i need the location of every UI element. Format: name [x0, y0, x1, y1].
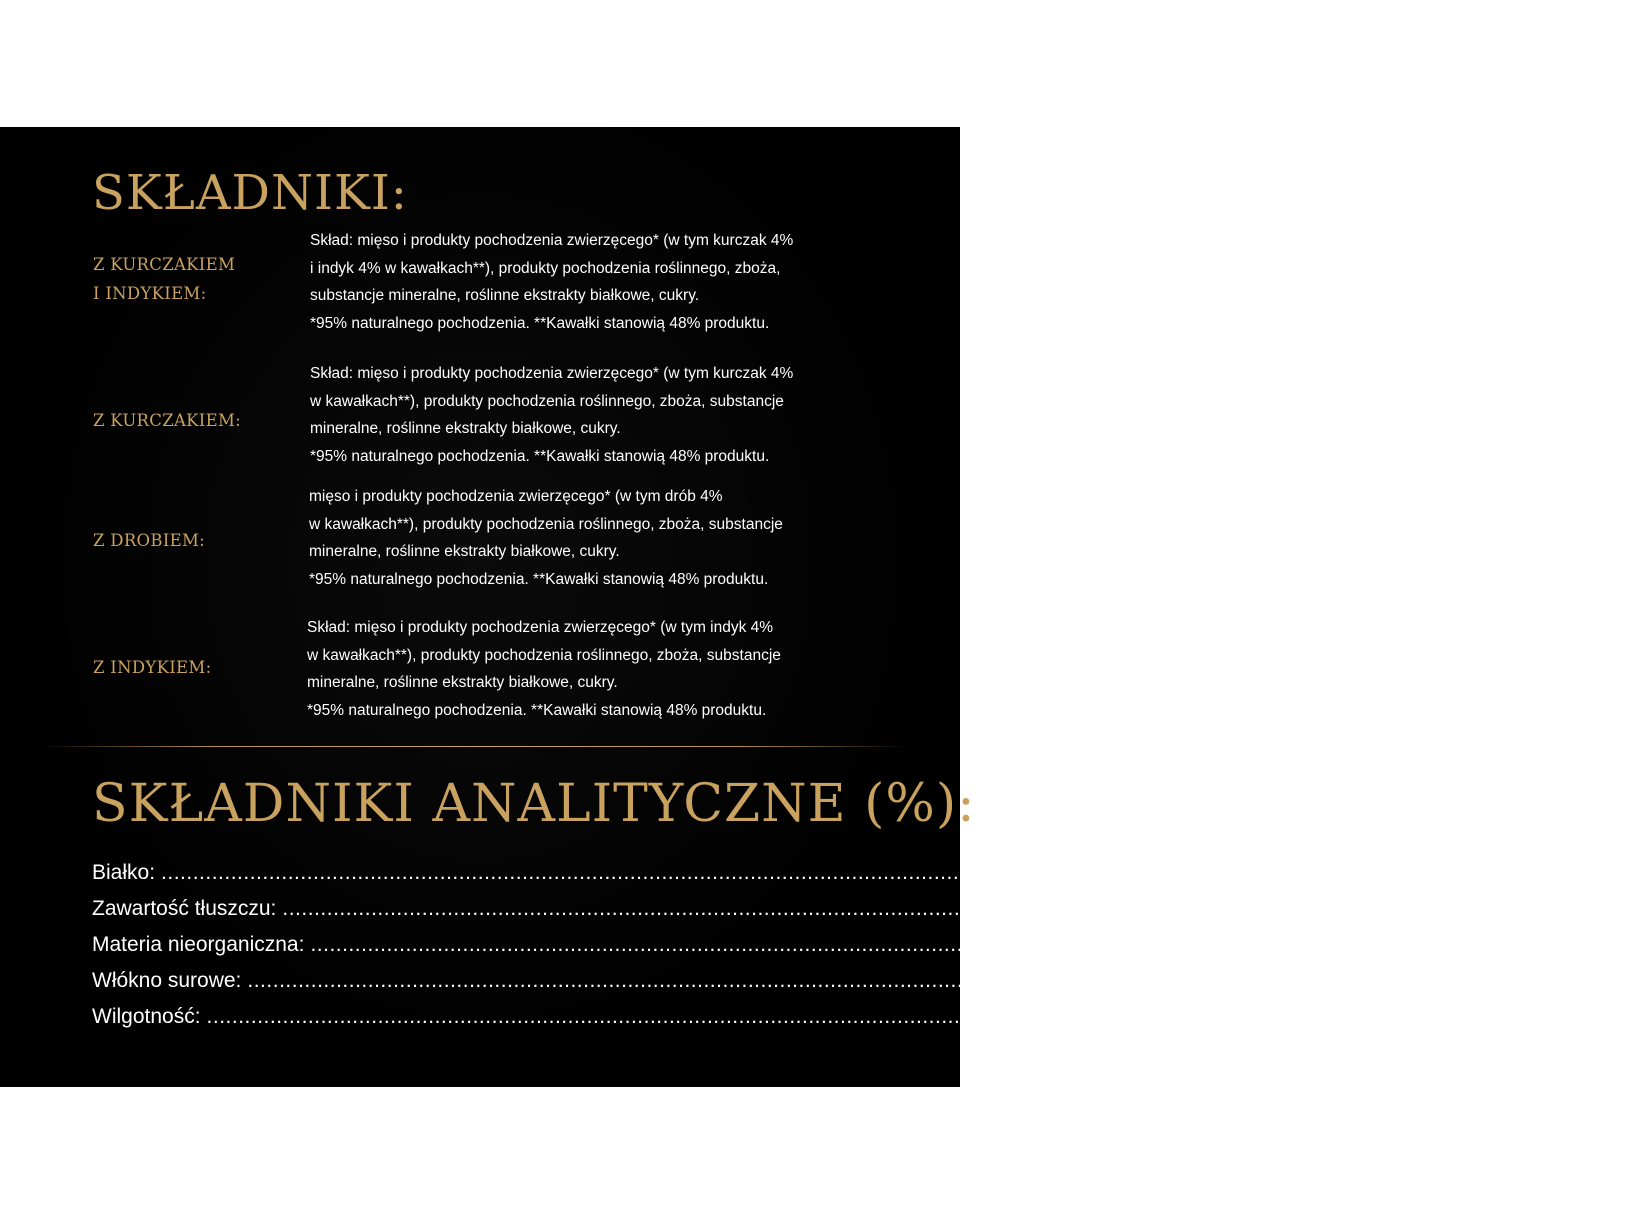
dot-leader: ........................................................................................................................................................................................................ — [247, 969, 1515, 992]
analysis-row-name: Białko: — [92, 861, 156, 884]
description-line: Skład: mięso i produkty pochodzenia zwierzęcego* (w tym kurczak 4% — [310, 365, 794, 382]
description-line: mineralne, roślinne ekstrakty białkowe, cukry. — [307, 674, 618, 691]
description-line: *95% naturalnego pochodzenia. **Kawałki stanowią 48% produktu. — [307, 701, 767, 719]
analysis-row — [92, 999, 1539, 1035]
description-line: w kawałkach**), produkty pochodzenia roślinnego, zboża, substancje — [307, 646, 781, 664]
dot-leader: ........................................................................................................................................................................................................ — [161, 861, 1428, 884]
section-divider — [40, 746, 908, 747]
variant-label — [93, 250, 283, 308]
analysis-list — [92, 855, 1631, 1035]
variant-label-line: Z INDYKIEM: — [93, 658, 212, 677]
variant-description — [307, 614, 887, 724]
variant-label — [93, 526, 283, 555]
description-line: w kawałkach**), produkty pochodzenia roślinnego, zboża, substancje — [310, 392, 784, 410]
analysis-row-name: Materia nieorganiczna: — [92, 933, 305, 956]
dot-leader: ........................................................................................................................................................................................................ — [310, 933, 1578, 956]
description-line: substancje mineralne, roślinne ekstrakty białkowe, cukry. — [310, 287, 700, 304]
analysis-row — [92, 927, 1631, 963]
analysis-row-value: 0,31% — [1520, 969, 1580, 992]
description-line: Skład: mięso i produkty pochodzenia zwierzęcego* (w tym kurczak 4% — [310, 232, 794, 249]
description-line: mięso i produkty pochodzenia zwierzęcego* (w tym drób 4% — [309, 488, 723, 505]
analysis-row-value: 5,0% — [1555, 897, 1604, 920]
description-line: *95% naturalnego pochodzenia. **Kawałki stanowią 48% produktu. — [310, 447, 770, 465]
description-line: *95% naturalnego pochodzenia. **Kawałki stanowią 48% produktu. — [309, 570, 769, 588]
variant-label — [93, 406, 283, 435]
analysis-row-name: Zawartość tłuszczu: — [92, 897, 277, 920]
variant-description — [310, 360, 890, 470]
variant-description — [309, 483, 889, 593]
analysis-row — [92, 963, 1580, 999]
description-line: Skład: mięso i produkty pochodzenia zwierzęcego* (w tym indyk 4% — [307, 619, 774, 636]
description-line: w kawałkach**), produkty pochodzenia roślinnego, zboża, substancje — [309, 515, 783, 533]
description-line: i indyk 4% w kawałkach**), produkty pochodzenia roślinnego, zboża, — [310, 259, 781, 277]
analysis-row-value: 82,0% — [1479, 1005, 1539, 1028]
dot-leader: ........................................................................................................................................................................................................ — [206, 1005, 1474, 1028]
variant-label-line: Z DROBIEM: — [93, 531, 206, 550]
ingredients-panel — [0, 127, 1631, 1087]
analysis-row-name: Włókno surowe: — [92, 969, 242, 992]
dot-leader: ........................................................................................................................................................................................................ — [282, 897, 1550, 920]
analysis-row-value: 8,7% — [1433, 861, 1482, 884]
ingredients-title: SKŁADNIKI: — [92, 165, 408, 221]
variant-description — [310, 227, 890, 337]
variant-label-line: I INDYKIEM: — [93, 284, 207, 303]
analysis-row — [92, 855, 1482, 891]
description-line: mineralne, roślinne ekstrakty białkowe, cukry. — [309, 543, 620, 560]
analysis-title: SKŁADNIKI ANALITYCZNE (%): — [92, 774, 976, 834]
variant-label-line: Z KURCZAKIEM — [93, 255, 236, 274]
description-line: mineralne, roślinne ekstrakty białkowe, cukry. — [310, 420, 621, 437]
description-line: *95% naturalnego pochodzenia. **Kawałki stanowią 48% produktu. — [310, 314, 770, 332]
variant-label — [93, 653, 283, 682]
analysis-row-name: Wilgotność: — [92, 1005, 201, 1028]
variant-label-line: Z KURCZAKIEM: — [93, 411, 242, 430]
analysis-row-value: 2,0% — [1583, 933, 1631, 956]
analysis-row — [92, 891, 1604, 927]
